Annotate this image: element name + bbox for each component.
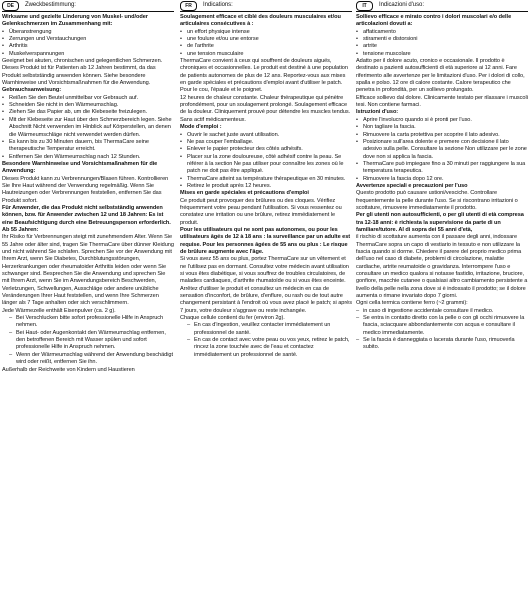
heat-text: 12 heures de chaleur constante. Chaleur thérapeutique qui pénètre profondément, pour un soulagement prolongé. Soulagement efficace de la douleur. Cliniquement prouvé pour détendre les muscles tendus. Sans actif médicamenteux. (180, 94, 351, 123)
warnings-heading: Mises en garde spéciales et précautions d'emploi (180, 190, 309, 197)
section-title: Indicazioni d'uso: (379, 1, 424, 8)
warnings-text: Dieses Produkt kann zu Verbrennungen/Blasen führen. Kontrollieren Sie Ihre Haut während der Verwendung regelmäßig. Wenn Sie Hautreizungen oder Verbrennungen feststellen, entfernen Sie das Produkt sofort. (2, 175, 169, 204)
suitability-text: ThermaCare convient à ceux qui souffrent de douleurs aiguës, chroniques et occasionnelles. Le produit est destiné à une population de patients autonomes de plus de 12 ans. Reportez-vous aux mises en garde spéciales et précautions d'emploi avant d'utiliser le patch. Pour le cou, l'épaule et le poignet. (180, 58, 348, 94)
usage-step: • Posizionare sull'area dolente e premere con decisione il lato adesivo sulla pelle. Consultare la sezione Non utilizzare per le zone dove non si applica la fascia. (356, 139, 528, 161)
condition-item: • stiramenti e distorsioni (356, 36, 528, 43)
condition-item: • Überanstrengung (2, 29, 174, 36)
usage-heading: Gebrauchsanweisung: (2, 87, 62, 94)
warnings-text: Ihr Risiko für Verbrennungen steigt mit zunehmendem Alter. Wenn Sie 55 Jahre oder älter sind, tragen Sie ThermaCare über dünner Kleidung und nicht während Sie schlafen. Sprechen Sie vor der Anwendung mit Ihrem Arzt, wenn Sie Diabetes, Durchblutungsstörungen, Herzerkrankungen oder rheumatoider Arthritis leiden oder wenn Sie schwanger sind. Besprechen Sie die Anwendung und sprechen Sie mit Ihrem Arzt, wenn Sie im Anwendungsbereich Beschwerden, Verletzungen, Schwellungen, Ausschläge oder andere unübliche Veränderungen Ihrer Haut feststellen, und wenn Ihre Schmerzen länger als 7 Tage anhalten oder sich verschlimmern. (2, 234, 174, 307)
first-aid-item: – En cas de contact avec votre peau ou vos yeux, retirez le patch, rincez la zone touchée avec de l'eau et contactez immédiatement un professionnel de santé. (180, 337, 352, 359)
first-aid-item: – Wenn der Wärmeumschlag während der Anwendung beschädigt wird oder reißt, entfernen Sie ihn. (2, 352, 174, 367)
warnings-heading: Avvertenze speciali e precauzioni per l'uso (356, 182, 468, 189)
usage-step: • Schneiden Sie nicht in den Wärmeumschlag. (2, 102, 174, 109)
usage-step: • Aprire l'involucro quando si è pronti per l'uso. (356, 117, 528, 124)
usage-step: • Ne pas couper l'emballage. (180, 139, 352, 146)
warnings-heading: Besondere Warnhinweise und Vorsichtsmaßnahmen für die Anwendung: (2, 160, 158, 175)
intro-text: Wirksame und gezielte Linderung von Muskel- und/oder Gelenkschmerzen im Zusammenhang mit: (2, 14, 148, 28)
warnings-supervision: Pour les utilisateurs qui ne sont pas autonomes, ou pour les utilisateurs âgés de 12 à 18 ans : la surveillance par un adulte est requise. Pour les personnes âgées de 55 ans ou plus : Le risque de brûlure augmente avec l'âge. (180, 226, 351, 255)
warnings-text: il rischio di scottature aumenta con il passare degli anni, indossare ThermaCare sopra un capo di vestiario in tessuto e non utilizzare la fascia quando si dorme. Chiedere il parere del proprio medico prima dell'uso nel caso di diabete, problemi di circolazione, malattie cardiache, artrite reumatoide o gravidanza. Interrompere l'uso e consultare un medico qualora si notasse fastidio, irritazione, bruciore, gonfiore, macchie cutanee o qualsiasi altro cambiamento persistente a livello della pelle nella zona dove si è indossato il prodotto; se il dolore aumenta o rimane invariato dopo 7 giorni. (356, 234, 528, 300)
language-badge: DE (2, 1, 19, 11)
column-french (180, 0, 352, 612)
intro-text: Sollievo efficace e mirato contro i dolori muscolari e/o delle articolazioni dovuti a: (356, 14, 512, 28)
warnings-text: Si vous avez 55 ans ou plus, portez ThermaCare sur un vêtement et ne l'utilisez pas en dormant. Consultez votre médecin avant utilisation si vous êtes diabétique, si vous souffrez de troubles circulatoires, de maladies cardiaques, d'arthrite rhumatoïde ou si vous êtes enceinte. Arrêtez d'utiliser le produit et consultez un médecin en cas de sensation d'inconfort, de brûlure, d'enflure, ou rash ou de tout autre changement persistant à l'endroit où vous avez placé le patch; si après 7 jours, votre douleur s'aggrave ou reste inchangée. (180, 256, 352, 314)
usage-step: • Enlever le papier protecteur des côtés adhésifs. (180, 146, 352, 153)
usage-step: • Reißen Sie den Beutel unmittelbar vor Gebrauch auf. (2, 95, 174, 102)
usage-step: • Placer sur la zone douloureuse, côté adhésif contre la peau. Se référer à la section Ne pas utiliser pour connaître les zones où le patch ne doit pas être appliqué. (180, 154, 352, 176)
usage-step: • ThermaCare può impiegare fino a 30 minuti per raggiungere la sua temperatura terapeutica. (356, 161, 528, 176)
condition-item: • une foulure et/ou une entorse (180, 36, 352, 43)
first-aid-item: – Bei Haut- oder Augenkontakt den Wärmeumschlag entfernen, den betroffenen Bereich mit Wasser spülen und sofort professionelle Hilfe in Anspruch nehmen. (2, 330, 174, 352)
usage-step: • Ziehen Sie das Papier ab, um die Klebeseite freizulegen. (2, 109, 174, 116)
warnings-text: Questo prodotto può causare ustioni/vesciche. Controllare frequentemente la pelle durante l'uso. Se si riscontrano irritazioni o scottature, rimuovere immediatamente il prodotto. (356, 190, 518, 211)
condition-item: • de l'arthrite (180, 43, 352, 50)
suitability-text: Adatto per il dolore acuto, cronico e occasionale. Il prodotto è destinato a pazienti autosufficienti di età superiore ai 12 anni. Fare riferimento alle avvertenze per le limitazioni d'uso. Per i dolori di collo, spalla e polso. 12 ore di calore costante. Calore terapeutico che penetra in profondità, per un sollievo prolungato. (356, 58, 525, 94)
condition-item: • Zerrungen und Verstauchungen (2, 36, 174, 43)
usage-step: • Rimuovere la fascia dopo 12 ore. (356, 176, 528, 183)
usage-heading: Mode d'emploi : (180, 124, 222, 131)
efficacy-text: Efficace sollievo dal dolore. Clinicamente testato per rilassare i muscoli tesi. Non contiene farmaci. (356, 94, 528, 109)
usage-step: • Non tagliare la fascia. (356, 124, 528, 131)
usage-step: • Rimuovere la carta protettiva per scoprire il lato adesivo. (356, 132, 528, 139)
column-header (356, 0, 528, 12)
usage-heading: Istruzioni d'uso: (356, 109, 399, 116)
first-aid-item: – Se entra in contatto diretto con la pelle o con gli occhi rimuovere la fascia, sciacquare abbondantemente con acqua e consultare il medico immediatamente. (356, 315, 528, 337)
iron-content: Chaque cellule contient du fer (environ 2g). (180, 315, 285, 322)
condition-item: • tensione muscolare (356, 51, 528, 58)
intro-text: Soulagement efficace et ciblé des douleurs musculaires et/ou articulaires consécutives à : (180, 14, 341, 28)
iron-content: Ogni cella termica contiene ferro (~2 grammi): (356, 300, 468, 307)
condition-item: • Arthritis (2, 43, 174, 50)
usage-step: • Ouvrir le sachet juste avant utilisation. (180, 132, 352, 139)
usage-step: • Es kann bis zu 30 Minuten dauern, bis ThermaCare seine therapeutische Temperatur erreicht. (2, 139, 174, 154)
first-aid-item: – in caso di ingestione accidentale consultare il medico. (356, 308, 528, 315)
usage-step: • Mit der Klebeseite zur Haut über den Schmerzbereich legen. Siehe Abschnitt Nicht verwenden im Hinblick auf Körperstellen, an denen die Wärmeumschläge nicht verwendet werden dürfen. (2, 117, 174, 139)
first-aid-item: – Se la fascia è danneggiata o lacerata durante l'uso, rimuoverla subito. (356, 337, 528, 352)
iron-content: Jede Wärmezelle enthält Eisenpulver (ca. 2 g). (2, 307, 116, 314)
column-german (2, 0, 174, 612)
column-header (180, 0, 352, 12)
section-title: Indications: (203, 1, 233, 8)
warnings-text: Ce produit peut provoquer des brûlures ou des cloques. Vérifiez fréquemment votre peau pendant l'utilisation. Si vous ressentez ou constatez une irritation ou une brûlure, retirez immédiatement le produit. (180, 197, 342, 226)
language-badge: FR (180, 1, 197, 11)
warnings-supervision: Für Anwender, die das Produkt nicht selbstständig anwenden können, bzw. für Anwender zwischen 12 und 18 Jahren: Es ist eine Beaufsichtigung durch eine Betreuungsperson erforderlich. Ab 55 Jahren: (2, 204, 171, 233)
usage-step: • Retirez le produit après 12 heures. (180, 183, 352, 190)
warnings-supervision: Per gli utenti non autosufficienti, o per gli utenti di età compresa tra 12-18 anni: è richiesta la supervisione da parte di un familiare/tutore. Al di sopra dei 55 anni d'età, (356, 212, 524, 233)
condition-item: • un effort physique intense (180, 29, 352, 36)
column-header (2, 0, 174, 12)
condition-item: • affaticamento (356, 29, 528, 36)
condition-item: • une tension musculaire (180, 51, 352, 58)
condition-item: • Muskelverspannungen (2, 51, 174, 58)
usage-step: • ThermaCare atteint sa température thérapeutique en 30 minutes. (180, 176, 352, 183)
language-badge: IT (356, 1, 373, 11)
storage-text: Außerhalb der Reichweite von Kindern und Haustieren (2, 366, 135, 373)
suitability-text: Geeignet bei akuten, chronischen und gelegentlichen Schmerzen. Dieses Produkt ist für Patienten ab 12 Jahren bestimmt, da das Produkt selbstständig anwenden können. Siehe besondere Warnhinweise und Vorsichtsmaßnahmen für die Anwendung. (2, 58, 163, 87)
usage-step: • Entfernen Sie den Wärmeumschlag nach 12 Stunden. (2, 154, 174, 161)
column-italian (356, 0, 528, 612)
condition-item: • artrite (356, 43, 528, 50)
section-title: Zweckbestimmung: (25, 1, 76, 8)
first-aid-item: – En cas d'ingestion, veuillez contacter immédiatement un professionnel de santé. (180, 322, 352, 337)
first-aid-item: – Bei Verschlucken bitte sofort professionelle Hilfe in Anspruch nehmen. (2, 315, 174, 330)
